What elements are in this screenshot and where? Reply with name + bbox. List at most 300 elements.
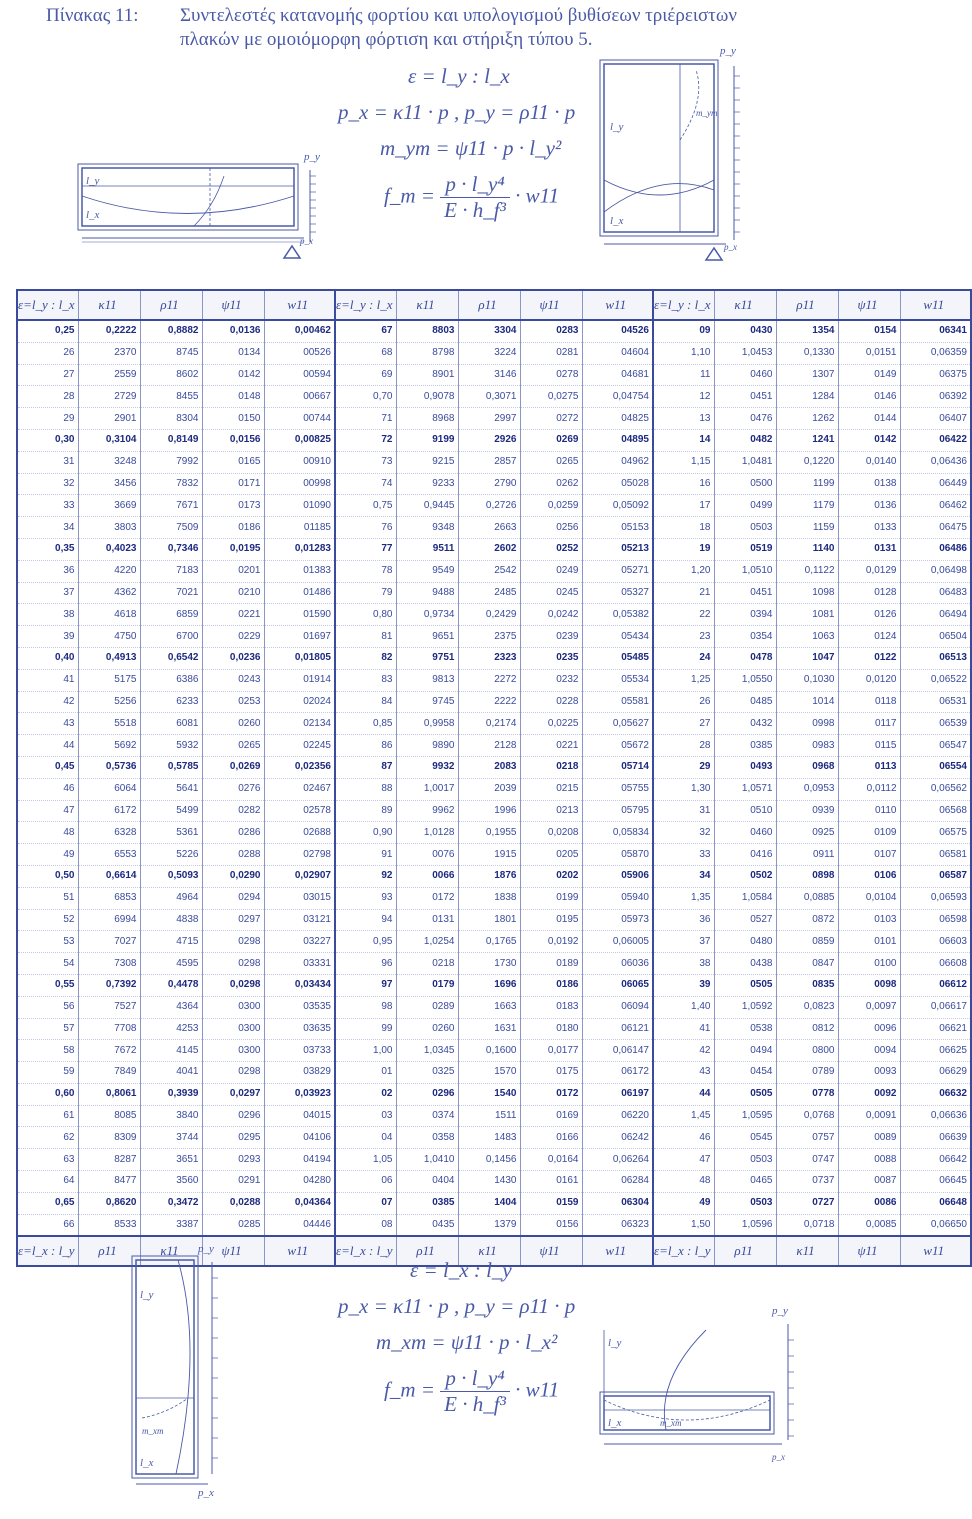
- diagram-br-label-py: p_y: [772, 1305, 788, 1317]
- table-cell: 0505: [714, 1083, 776, 1105]
- table-cell: 0133: [838, 517, 900, 539]
- table-cell: 0,2222: [78, 320, 140, 342]
- table-cell: 06065: [582, 974, 653, 996]
- table-cell: 00744: [264, 408, 335, 430]
- table-cell: 4595: [140, 953, 202, 975]
- table-cell: 0,0136: [202, 320, 264, 342]
- table-cell: 06392: [900, 386, 971, 408]
- table-cell: 06341: [900, 320, 971, 342]
- table-cell: 94: [335, 909, 396, 931]
- table-cell: 0169: [520, 1105, 582, 1127]
- caption-label: Πίνακας 11:: [46, 5, 139, 26]
- table-cell: 0,02907: [264, 865, 335, 887]
- table-cell: 00526: [264, 342, 335, 364]
- header-cell: ψ11: [838, 290, 900, 320]
- table-cell: 41: [653, 1018, 714, 1040]
- table-row: [17, 953, 971, 975]
- table-cell: 0166: [520, 1127, 582, 1149]
- table-cell: 0,80: [335, 604, 396, 626]
- table-cell: 05906: [582, 865, 653, 887]
- table-cell: 0493: [714, 756, 776, 778]
- table-cell: 8287: [78, 1149, 140, 1171]
- table-cell: 0430: [714, 320, 776, 342]
- table-cell: 0,0242: [520, 604, 582, 626]
- table-cell: 0503: [714, 517, 776, 539]
- table-cell: 06422: [900, 429, 971, 451]
- table-cell: 87: [335, 756, 396, 778]
- table-cell: 0800: [776, 1040, 838, 1062]
- table-cell: 1,0595: [714, 1105, 776, 1127]
- table-cell: 0,25: [17, 320, 78, 342]
- table-cell: 51: [17, 887, 78, 909]
- diagram-label-ly: l_y: [86, 175, 100, 187]
- table-row: [17, 473, 971, 495]
- table-cell: 0545: [714, 1127, 776, 1149]
- table-cell: 03227: [264, 931, 335, 953]
- table-cell: 4964: [140, 887, 202, 909]
- table-cell: 0136: [838, 495, 900, 517]
- table-cell: 42: [17, 691, 78, 713]
- table-cell: 0,6542: [140, 647, 202, 669]
- table-cell: 0,8061: [78, 1083, 140, 1105]
- table-cell: 0812: [776, 1018, 838, 1040]
- table-cell: 39: [653, 974, 714, 996]
- footer-cell: ψ11: [202, 1236, 264, 1266]
- table-cell: 0,8149: [140, 429, 202, 451]
- table-cell: 21: [653, 582, 714, 604]
- header-cell: ψ11: [520, 290, 582, 320]
- table-cell: 00667: [264, 386, 335, 408]
- table-cell: 3669: [78, 495, 140, 517]
- table-cell: 0847: [776, 953, 838, 975]
- table-cell: 2901: [78, 408, 140, 430]
- table-cell: 1996: [458, 800, 520, 822]
- table-cell: 0478: [714, 647, 776, 669]
- table-row: [17, 517, 971, 539]
- table-cell: 06486: [900, 538, 971, 560]
- table-cell: 3304: [458, 320, 520, 342]
- table-cell: 06575: [900, 822, 971, 844]
- table-cell: 0,4913: [78, 647, 140, 669]
- table-cell: 4618: [78, 604, 140, 626]
- table-cell: 0494: [714, 1040, 776, 1062]
- table-cell: 0325: [396, 1062, 458, 1084]
- table-cell: 5692: [78, 735, 140, 757]
- table-cell: 0998: [776, 713, 838, 735]
- table-cell: 8602: [140, 364, 202, 386]
- table-cell: 0,03923: [264, 1083, 335, 1105]
- table-cell: 0100: [838, 953, 900, 975]
- table-cell: 5518: [78, 713, 140, 735]
- table-cell: 06554: [900, 756, 971, 778]
- table-cell: 0519: [714, 538, 776, 560]
- table-row: [17, 451, 971, 473]
- table-cell: 31: [17, 451, 78, 473]
- table-cell: 66: [17, 1214, 78, 1236]
- table-cell: 49: [653, 1192, 714, 1214]
- table-cell: 0,1456: [458, 1149, 520, 1171]
- table-cell: 9488: [396, 582, 458, 604]
- table-cell: 81: [335, 626, 396, 648]
- table-cell: 5175: [78, 669, 140, 691]
- table-cell: 58: [17, 1040, 78, 1062]
- table-cell: 0,0718: [776, 1214, 838, 1236]
- table-cell: 7308: [78, 953, 140, 975]
- footer-cell: ρ11: [396, 1236, 458, 1266]
- table-cell: 27: [17, 364, 78, 386]
- table-row: [17, 647, 971, 669]
- table-cell: 0156: [520, 1214, 582, 1236]
- table-cell: 0,06562: [900, 778, 971, 800]
- table-cell: 52: [17, 909, 78, 931]
- table-cell: 28: [653, 735, 714, 757]
- table-cell: 06629: [900, 1062, 971, 1084]
- table-cell: 01697: [264, 626, 335, 648]
- table-cell: 06323: [582, 1214, 653, 1236]
- table-cell: 06304: [582, 1192, 653, 1214]
- table-cell: 0243: [202, 669, 264, 691]
- table-cell: 0,30: [17, 429, 78, 451]
- table-cell: 0286: [202, 822, 264, 844]
- table-cell: 04681: [582, 364, 653, 386]
- table-cell: 29: [17, 408, 78, 430]
- table-cell: 0175: [520, 1062, 582, 1084]
- table-cell: 4715: [140, 931, 202, 953]
- table-cell: 01590: [264, 604, 335, 626]
- table-cell: 0201: [202, 560, 264, 582]
- table-cell: 0282: [202, 800, 264, 822]
- table-cell: 3560: [140, 1171, 202, 1193]
- table-cell: 1,0410: [396, 1149, 458, 1171]
- table-cell: 0404: [396, 1171, 458, 1193]
- table-cell: 1483: [458, 1127, 520, 1149]
- table-cell: 0,4023: [78, 538, 140, 560]
- table-row: [17, 1018, 971, 1040]
- table-cell: 9348: [396, 517, 458, 539]
- header-cell: ρ11: [140, 290, 202, 320]
- table-cell: 0,0177: [520, 1040, 582, 1062]
- table-cell: 0727: [776, 1192, 838, 1214]
- table-cell: 67: [335, 320, 396, 342]
- table-cell: 0,04364: [264, 1192, 335, 1214]
- table-cell: 1,20: [653, 560, 714, 582]
- table-cell: 04895: [582, 429, 653, 451]
- table-cell: 31: [653, 800, 714, 822]
- table-cell: 0149: [838, 364, 900, 386]
- table-cell: 0110: [838, 800, 900, 822]
- table-cell: 03829: [264, 1062, 335, 1084]
- table-cell: 8304: [140, 408, 202, 430]
- table-row: [17, 1192, 971, 1214]
- table-cell: 1,0584: [714, 887, 776, 909]
- table-cell: 02688: [264, 822, 335, 844]
- table-cell: 0265: [202, 735, 264, 757]
- table-cell: 0,1330: [776, 342, 838, 364]
- table-cell: 0235: [520, 647, 582, 669]
- table-cell: 33: [653, 844, 714, 866]
- footer-cell: ψ11: [838, 1236, 900, 1266]
- table-cell: 93: [335, 887, 396, 909]
- table-cell: 0859: [776, 931, 838, 953]
- diagram-bl-label-lx: l_x: [140, 1457, 154, 1469]
- table-cell: 0,0129: [838, 560, 900, 582]
- header-cell: ε=l_y : l_x: [335, 290, 396, 320]
- table-cell: 0354: [714, 626, 776, 648]
- table-cell: 1801: [458, 909, 520, 931]
- table-cell: 06598: [900, 909, 971, 931]
- table-cell: 0180: [520, 1018, 582, 1040]
- table-cell: 1,0128: [396, 822, 458, 844]
- table-cell: 2997: [458, 408, 520, 430]
- table-cell: 38: [653, 953, 714, 975]
- table-cell: 0092: [838, 1083, 900, 1105]
- table-cell: 0215: [520, 778, 582, 800]
- table-row: [17, 996, 971, 1018]
- table-cell: 0,06498: [900, 560, 971, 582]
- table-cell: 9962: [396, 800, 458, 822]
- table-cell: 0159: [520, 1192, 582, 1214]
- caption-line2: πλακών με ομοιόμορφη φόρτιση και στήριξη τύπου 5.: [180, 29, 593, 50]
- table-row: [17, 1040, 971, 1062]
- table-cell: 71: [335, 408, 396, 430]
- formula-bottom-ratio: ε = l_x : l_y: [410, 1258, 512, 1282]
- table-cell: 0,35: [17, 538, 78, 560]
- table-cell: 9890: [396, 735, 458, 757]
- table-cell: 03331: [264, 953, 335, 975]
- table-cell: 01185: [264, 517, 335, 539]
- table-cell: 3224: [458, 342, 520, 364]
- table-cell: 6994: [78, 909, 140, 931]
- table-cell: 0128: [838, 582, 900, 604]
- table-cell: 0093: [838, 1062, 900, 1084]
- table-cell: 61: [17, 1105, 78, 1127]
- table-cell: 04106: [264, 1127, 335, 1149]
- table-cell: 23: [653, 626, 714, 648]
- table-cell: 0502: [714, 865, 776, 887]
- table-cell: 00998: [264, 473, 335, 495]
- footer-cell: κ11: [458, 1236, 520, 1266]
- table-cell: 0,8882: [140, 320, 202, 342]
- table-cell: 0983: [776, 735, 838, 757]
- table-cell: 04446: [264, 1214, 335, 1236]
- table-cell: 9233: [396, 473, 458, 495]
- table-cell: 0968: [776, 756, 838, 778]
- table-cell: 1,0017: [396, 778, 458, 800]
- table-cell: 0,0104: [838, 887, 900, 909]
- table-cell: 1,40: [653, 996, 714, 1018]
- table-cell: 01090: [264, 495, 335, 517]
- table-cell: 26: [17, 342, 78, 364]
- table-row: [17, 408, 971, 430]
- table-cell: 0,0120: [838, 669, 900, 691]
- table-cell: 06621: [900, 1018, 971, 1040]
- formula-top-loads: p_x = κ11 · p , p_y = ρ11 · p: [338, 100, 576, 124]
- table-cell: 64: [17, 1171, 78, 1193]
- table-cell: 1354: [776, 320, 838, 342]
- table-cell: 0538: [714, 1018, 776, 1040]
- table-row: [17, 626, 971, 648]
- table-cell: 38: [17, 604, 78, 626]
- table-cell: 0249: [520, 560, 582, 582]
- table-cell: 04526: [582, 320, 653, 342]
- table-cell: 0183: [520, 996, 582, 1018]
- table-cell: 1241: [776, 429, 838, 451]
- table-cell: 18: [653, 517, 714, 539]
- table-cell: 06220: [582, 1105, 653, 1127]
- table-cell: 1696: [458, 974, 520, 996]
- table-cell: 0789: [776, 1062, 838, 1084]
- table-cell: 06121: [582, 1018, 653, 1040]
- table-cell: 0,3071: [458, 386, 520, 408]
- table-cell: 8309: [78, 1127, 140, 1149]
- footer-cell: w11: [582, 1236, 653, 1266]
- table-cell: 42: [653, 1040, 714, 1062]
- table-cell: 3803: [78, 517, 140, 539]
- table-cell: 3146: [458, 364, 520, 386]
- table-cell: 0,1122: [776, 560, 838, 582]
- table-cell: 04015: [264, 1105, 335, 1127]
- table-cell: 05434: [582, 626, 653, 648]
- table-cell: 05271: [582, 560, 653, 582]
- table-cell: 39: [17, 626, 78, 648]
- table-cell: 2729: [78, 386, 140, 408]
- table-cell: 0,9078: [396, 386, 458, 408]
- table-cell: 36: [653, 909, 714, 931]
- table-cell: 06504: [900, 626, 971, 648]
- table-cell: 2559: [78, 364, 140, 386]
- table-cell: 0,0269: [202, 756, 264, 778]
- table-cell: 0113: [838, 756, 900, 778]
- table-cell: 1159: [776, 517, 838, 539]
- header-cell: w11: [264, 290, 335, 320]
- table-cell: 76: [335, 517, 396, 539]
- table-cell: 57: [17, 1018, 78, 1040]
- table-cell: 0,75: [335, 495, 396, 517]
- table-cell: 1511: [458, 1105, 520, 1127]
- table-cell: 06483: [900, 582, 971, 604]
- table-cell: 1,00: [335, 1040, 396, 1062]
- table-row: [17, 735, 971, 757]
- table-cell: 0142: [202, 364, 264, 386]
- table-row: [17, 822, 971, 844]
- table-cell: 06645: [900, 1171, 971, 1193]
- table-cell: 7708: [78, 1018, 140, 1040]
- table-cell: 0228: [520, 691, 582, 713]
- table-cell: 0,01805: [264, 647, 335, 669]
- table-cell: 0239: [520, 626, 582, 648]
- table-cell: 8798: [396, 342, 458, 364]
- table-cell: 06531: [900, 691, 971, 713]
- table-cell: 0106: [838, 865, 900, 887]
- footer-cell: ρ11: [714, 1236, 776, 1266]
- deflection-fraction: [440, 172, 510, 223]
- header-cell: w11: [582, 290, 653, 320]
- table-cell: 05581: [582, 691, 653, 713]
- diagram-bl-label-ly: l_y: [140, 1289, 154, 1301]
- formula-bottom-moment: m_xm = ψ11 · p · l_x²: [376, 1330, 558, 1354]
- table-cell: 0460: [714, 822, 776, 844]
- table-cell: 0,0195: [202, 538, 264, 560]
- table-row: [17, 560, 971, 582]
- footer-cell: w11: [900, 1236, 971, 1266]
- header-cell: w11: [900, 290, 971, 320]
- table-cell: 0,05627: [582, 713, 653, 735]
- table-row: [17, 1127, 971, 1149]
- table-cell: 0,60: [17, 1083, 78, 1105]
- table-cell: 05870: [582, 844, 653, 866]
- table-cell: 0076: [396, 844, 458, 866]
- table-cell: 7992: [140, 451, 202, 473]
- table-cell: 0088: [838, 1149, 900, 1171]
- table-cell: 0,0091: [838, 1105, 900, 1127]
- header-cell: ε=l_y : l_x: [17, 290, 78, 320]
- table-cell: 0265: [520, 451, 582, 473]
- table-cell: 9932: [396, 756, 458, 778]
- table-cell: 02024: [264, 691, 335, 713]
- table-cell: 0911: [776, 844, 838, 866]
- table-cell: 41: [17, 669, 78, 691]
- table-cell: 0,3472: [140, 1192, 202, 1214]
- table-cell: 9549: [396, 560, 458, 582]
- table-cell: 0210: [202, 582, 264, 604]
- diagram-bl-label-px: p_x: [198, 1487, 214, 1499]
- table-cell: 0262: [520, 473, 582, 495]
- table-cell: 48: [653, 1171, 714, 1193]
- table-cell: 0527: [714, 909, 776, 931]
- table-cell: 1,0345: [396, 1040, 458, 1062]
- table-cell: 0,05834: [582, 822, 653, 844]
- table-cell: 0394: [714, 604, 776, 626]
- table-cell: 0202: [520, 865, 582, 887]
- table-cell: 1,45: [653, 1105, 714, 1127]
- table-cell: 0482: [714, 429, 776, 451]
- table-cell: 0094: [838, 1040, 900, 1062]
- table-cell: 2083: [458, 756, 520, 778]
- diagram-bl-label-mxm: m_xm: [142, 1426, 164, 1436]
- table-cell: 0835: [776, 974, 838, 996]
- table-cell: 0451: [714, 386, 776, 408]
- table-cell: 8533: [78, 1214, 140, 1236]
- table-cell: 1730: [458, 953, 520, 975]
- table-row: [17, 1062, 971, 1084]
- table-cell: 0,1600: [458, 1040, 520, 1062]
- table-cell: 06036: [582, 953, 653, 975]
- table-cell: 0503: [714, 1192, 776, 1214]
- table-cell: 0451: [714, 582, 776, 604]
- table-cell: 0,0085: [838, 1214, 900, 1236]
- table-cell: 0,0275: [520, 386, 582, 408]
- table-cell: 0,55: [17, 974, 78, 996]
- table-cell: 0296: [202, 1105, 264, 1127]
- table-cell: 0510: [714, 800, 776, 822]
- table-cell: 0186: [520, 974, 582, 996]
- table-cell: 0142: [838, 429, 900, 451]
- table-cell: 0499: [714, 495, 776, 517]
- table-cell: 1,05: [335, 1149, 396, 1171]
- table-cell: 0107: [838, 844, 900, 866]
- diagram-tr-label-lx: l_x: [610, 215, 624, 227]
- table-cell: 0256: [520, 517, 582, 539]
- table-cell: 0925: [776, 822, 838, 844]
- table-cell: 9745: [396, 691, 458, 713]
- diagram-top-right: [596, 40, 766, 266]
- table-cell: 79: [335, 582, 396, 604]
- table-cell: 2790: [458, 473, 520, 495]
- table-cell: 44: [17, 735, 78, 757]
- footer-cell: ε=l_x : l_y: [653, 1236, 714, 1266]
- table-cell: 02467: [264, 778, 335, 800]
- table-cell: 7183: [140, 560, 202, 582]
